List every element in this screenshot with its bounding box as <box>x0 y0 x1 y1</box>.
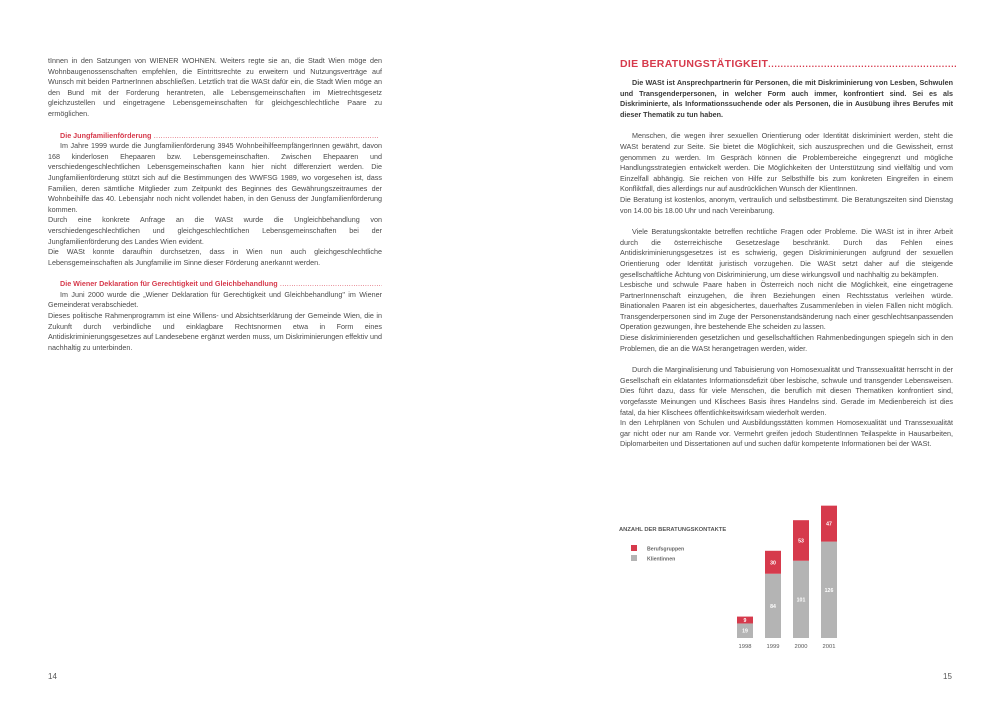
chart-title: ANZAHL DER BERATUNGSKONTAKTE <box>619 527 727 533</box>
paragraph: Menschen, die wegen ihrer sexuellen Orientierung oder Identität diskriminiert werden, steht die WASt beratend zur Seite. Sie bietet die Möglichkeit, sich auszusprechen und die Gewissheit, ernst genommen zu werden. Im Gespräch können die Problembereiche eingegrenzt und mögliche Handlungsstrategien entwickelt werden. Die Möglichkeiten der Unterstützung sind vielfältig und vom Einzelfall abhängig. Sie reichen von Hilfe zur Selbsthilfe bis zum konkreten Eingreifen in einem Konfliktfall, dies allerdings nur auf ausdrücklichen Wunsch der KlientInnen. <box>620 131 953 194</box>
x-tick-label-1998: 1998 <box>738 644 752 650</box>
data-label-klientinnen-2000: 101 <box>796 597 806 604</box>
chart-canvas <box>615 490 855 660</box>
legend-swatch-berufsgruppen <box>631 545 637 551</box>
data-label-berufsgruppen-2001: 47 <box>826 521 832 528</box>
page-number-right: 15 <box>943 672 952 681</box>
paragraph: Im Juni 2000 wurde die „Wiener Deklaration für Gerechtigkeit und Gleichbehandlung" im Wiener Gemeinderat verabschiedet. <box>48 289 382 310</box>
paragraph: tInnen in den Satzungen von WIENER WOHNEN. Weiters regte sie an, die Stadt Wien möge den Wohnbaugenossenschaften empfehlen, die Eintrittsrechte zu erweitern und Nutzungsverträge auf Wunsch mit beiden PartnerInnen abschließen. Letztlich trat die WASt dafür ein, die Stadt Wien möge an den Bund mit der Forderung herantreten, alle Lebensgemeinschaften im Mietrechtsgesetz gleichzustellen und eingetragene Lebensgemeinschaften für gleichgeschlechtliche Paare zu ermöglichen. <box>48 56 382 118</box>
paragraph: Dieses politische Rahmenprogramm ist eine Willens- und Absichtserklärung der Gemeinde Wien, die in Zukunft durch verbindliche und einklagbare Rechtsnormen etwa in Form eines Antidiskriminierungsgesetzes auf Landesebene ergänzt werden muss, um Diskriminierungen effektiv und nachhaltig zu unterbinden. <box>48 311 382 352</box>
data-label-klientinnen-2001: 126 <box>824 587 834 594</box>
page-number-left: 14 <box>48 672 57 681</box>
x-tick-label-2000: 2000 <box>794 644 808 650</box>
x-tick-label-2001: 2001 <box>822 644 836 650</box>
consultation-contacts-chart <box>615 490 855 660</box>
x-tick-label-1999: 1999 <box>766 644 780 650</box>
paragraph: Diese diskriminierenden gesetzlichen und gesellschaftlichen Rahmenbedingungen spiegeln sich in den Problemen, die an die WASt herangetragen werden, wider. <box>620 333 953 353</box>
subheading-jungfamilienfoerderung: Die Jungfamilienförderung ..... <box>48 131 382 142</box>
chart-bars <box>737 506 837 650</box>
legend-label-berufsgruppen: Berufsgruppen <box>647 546 685 553</box>
left-page-text <box>48 56 382 353</box>
section-heading: DIE BERATUNGSTÄTIGKEIT ..... <box>620 58 956 70</box>
paragraph: Durch eine konkrete Anfrage an die WASt wurde die Ungleichbehandlung von verschiedengeschlechtlichen und gleichgeschlechtlichen Lebensgemeinschaften bei der Jungfamilienförderung des Landes Wien evident. <box>48 215 382 246</box>
paragraph: In den Lehrplänen von Schulen und Ausbildungsstätten kommen Homosexualität und Transsexualität gar nicht oder nur am Rande vor. Vermehrt greifen jedoch StudentInnen Teilaspekte in Hausarbeiten, Diplomarbeiten und Dissertationen auf und suchen dafür kompetente Informationen bei der WASt. <box>620 418 953 449</box>
paragraph: Durch die Marginalisierung und Tabuisierung von Homosexualität und Transsexualität herrscht in der Gesellschaft ein eklatantes Informationsdefizit über lesbische, schwule und transgender Lebensweisen. Dies führt dazu, dass für viele Menschen, die beruflich mit diesen Thematiken konfrontiert sind, vorgefasste Meinungen und Klischees Basis ihres Handelns sind. Gerade im Medienbereich ist dies fatal, da hier Klischees öffentlichkeitswirksam wiederholt werden. <box>620 365 953 417</box>
legend-swatch-klientinnen <box>631 555 637 561</box>
right-page-text <box>620 58 953 450</box>
paragraph: Im Jahre 1999 wurde die Jungfamilienförderung 3945 WohnbeihilfeempfängerInnen gewährt, davon 168 kinderlosen Ehepaaren bzw. Lebensgemeinschaften. Zwischen Ehepaaren und verschiedengeschlechtlichen Lebensgemeinschaften kann hier nicht differenziert werden. Die Jungfamilienförderung stützt sich auf die Bestimmungen des WWFSG 1989, wo vorgesehen ist, dass Familien, deren sämtliche Mitglieder zum Zeitpunkt des Beginnes des Gewährungszeitraumes der Wohnbeihilfe das 40. Lebensjahr noch nicht vollendet haben, in den Genuss der Jungfamilienförderung kommen. <box>48 141 382 214</box>
paragraph: Lesbische und schwule Paare haben in Österreich noch nicht die Möglichkeit, eine eingetragene PartnerInnenschaft einzugehen, die ihren Beziehungen einen Rechtsstatus verleihen würde. Binationalen Paaren ist ein abgesichertes, dauerhaftes Zusammenleben in vielen Fällen nicht möglich. Transgenderpersonen sind im Zuge der Personenstandsänderung nach einer geschlechtsanpassenden Operation gezwungen, ihre bestehende Ehe scheiden zu lassen. <box>620 280 953 332</box>
intro-paragraph: Die WASt ist Ansprechpartnerin für Personen, die mit Diskriminierung von Lesben, Schwulen und Transgenderpersonen, in welcher Form auch immer, konfrontiert sind. Sei es als Diskriminierte, als Informationssuchende oder als Personen, die in Ausübung ihres Berufes mit dieser Thematik zu tun haben. <box>620 78 953 119</box>
paragraph: Viele Beratungskontakte betreffen rechtliche Fragen oder Probleme. Die WASt ist in ihrer Arbeit durch die österreichische Gesetzeslage beschränkt. Durch das Fehlen eines Antidiskriminierungsgesetzes ist es schwierig, gegen Diskriminierungen aufgrund der sexuellen Orientierung oder Identität juristisch vorzugehen. Die WASt setzt daher auf die steigende gesellschaftliche Ächtung von Diskriminierung, um diese wirkungsvoll und nachhaltig zu bekämpfen. <box>620 227 953 279</box>
data-label-klientinnen-1999: 84 <box>770 603 776 610</box>
legend-label-klientinnen: Klientinnen <box>647 556 676 563</box>
data-label-berufsgruppen-1999: 30 <box>770 560 776 567</box>
paragraph: Die Beratung ist kostenlos, anonym, vertraulich und selbstbestimmt. Die Beratungszeiten sind Dienstag von 14.00 bis 18.00 Uhr und nach Vereinbarung. <box>620 194 953 215</box>
data-label-berufsgruppen-2000: 53 <box>798 538 804 545</box>
paragraph: Die WASt konnte daraufhin durchsetzen, dass in Wien nun auch gleichgeschlechtliche Lebensgemeinschaften als Jungfamilie im Sinne dieser Förderung anerkannt werden. <box>48 247 382 267</box>
data-label-berufsgruppen-1998: 9 <box>743 618 747 625</box>
subheading-wiener-deklaration: Die Wiener Deklaration für Gerechtigkeit und Gleichbehandlung ..... <box>48 279 382 290</box>
data-label-klientinnen-1998: 19 <box>742 628 748 635</box>
